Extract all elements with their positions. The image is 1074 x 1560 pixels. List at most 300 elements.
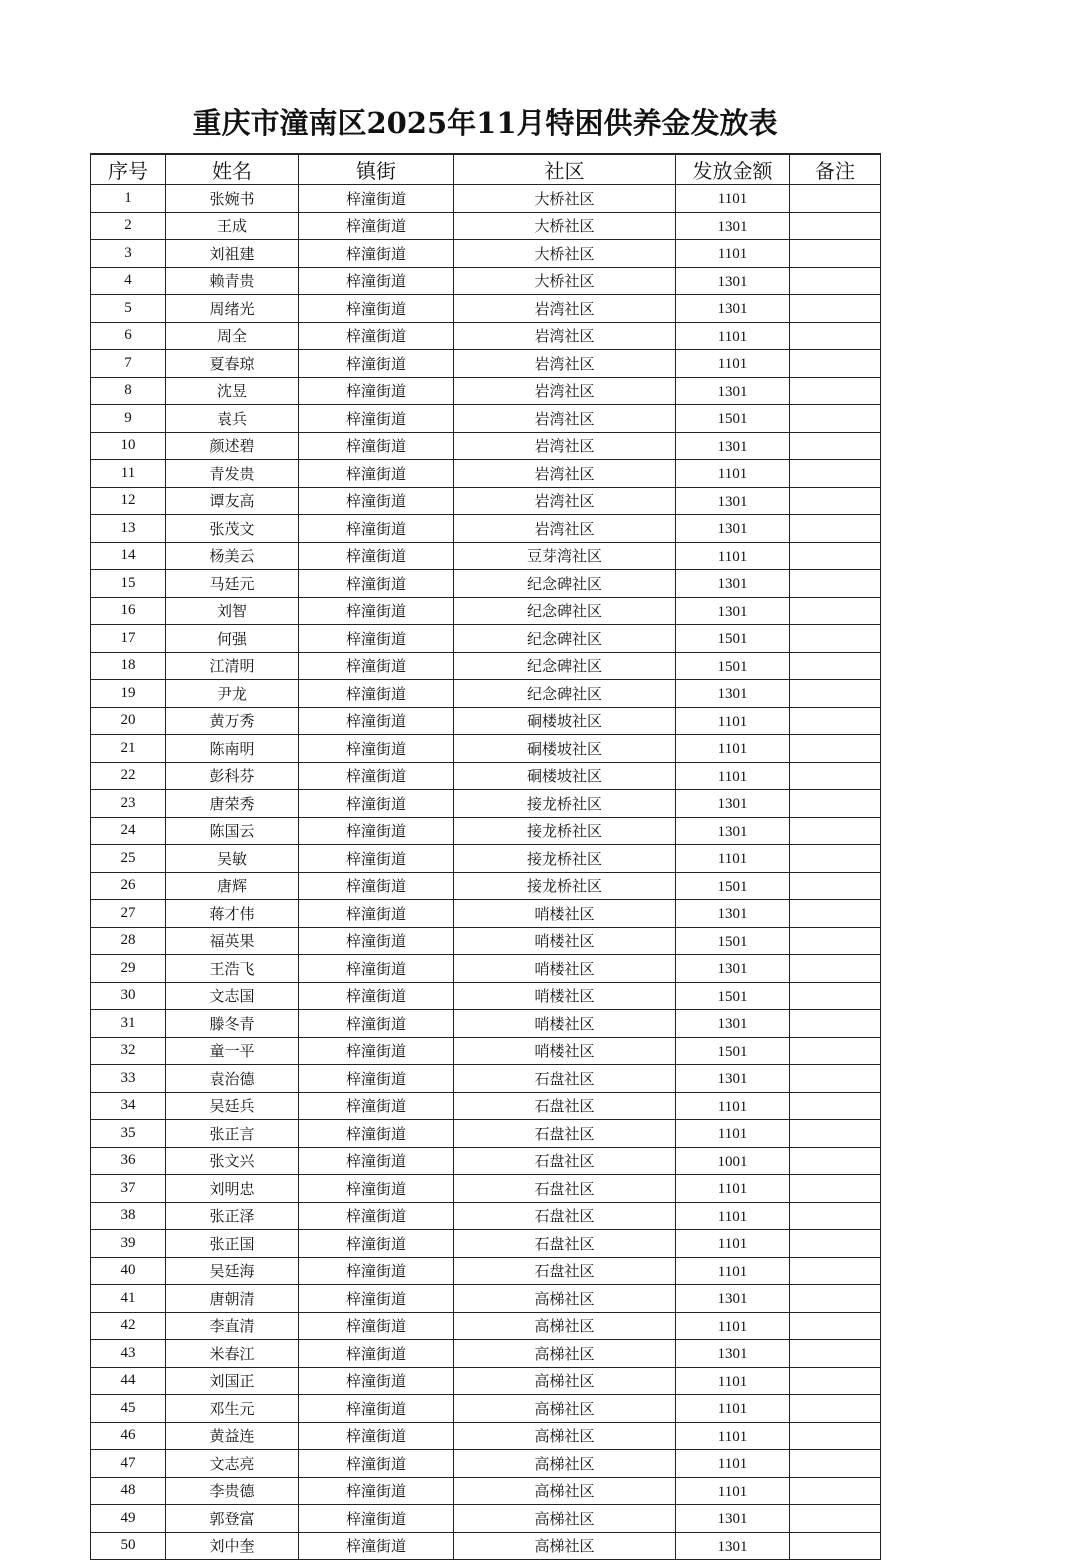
cell-remark — [790, 1505, 881, 1533]
cell-name: 江清明 — [166, 652, 299, 680]
cell-community: 高梯社区 — [454, 1450, 676, 1478]
table-row — [91, 1367, 881, 1395]
cell-index: 7 — [91, 350, 166, 378]
cell-street: 梓潼街道 — [299, 377, 454, 405]
cell-street: 梓潼街道 — [299, 432, 454, 460]
cell-name: 张茂文 — [166, 515, 299, 543]
cell-street: 梓潼街道 — [299, 1230, 454, 1258]
cell-remark — [790, 1147, 881, 1175]
cell-community: 岩湾社区 — [454, 295, 676, 323]
cell-name: 张正言 — [166, 1120, 299, 1148]
cell-amount: 1301 — [676, 377, 790, 405]
cell-street: 梓潼街道 — [299, 1312, 454, 1340]
cell-amount: 1101 — [676, 185, 790, 213]
table-row — [91, 597, 881, 625]
cell-remark — [790, 872, 881, 900]
cell-remark — [790, 1120, 881, 1148]
cell-amount: 1301 — [676, 597, 790, 625]
cell-community: 哨楼社区 — [454, 1010, 676, 1038]
cell-name: 吴廷海 — [166, 1257, 299, 1285]
cell-remark — [790, 377, 881, 405]
cell-community: 高梯社区 — [454, 1422, 676, 1450]
cell-street: 梓潼街道 — [299, 570, 454, 598]
cell-name: 刘中奎 — [166, 1532, 299, 1560]
cell-name: 刘智 — [166, 597, 299, 625]
cell-index: 4 — [91, 267, 166, 295]
cell-amount: 1101 — [676, 1450, 790, 1478]
cell-amount: 1101 — [676, 460, 790, 488]
cell-amount: 1101 — [676, 1395, 790, 1423]
cell-community: 纪念碑社区 — [454, 570, 676, 598]
cell-index: 18 — [91, 652, 166, 680]
header-name: 姓名 — [166, 154, 299, 185]
cell-street: 梓潼街道 — [299, 1340, 454, 1368]
cell-index: 1 — [91, 185, 166, 213]
cell-index: 12 — [91, 487, 166, 515]
cell-street: 梓潼街道 — [299, 1120, 454, 1148]
cell-remark — [790, 460, 881, 488]
cell-index: 5 — [91, 295, 166, 323]
cell-remark — [790, 900, 881, 928]
table-row — [91, 350, 881, 378]
cell-community: 大桥社区 — [454, 267, 676, 295]
cell-name: 王浩飞 — [166, 955, 299, 983]
cell-street: 梓潼街道 — [299, 1450, 454, 1478]
cell-name: 刘祖建 — [166, 240, 299, 268]
cell-street: 梓潼街道 — [299, 680, 454, 708]
cell-index: 30 — [91, 982, 166, 1010]
cell-street: 梓潼街道 — [299, 1532, 454, 1560]
cell-index: 43 — [91, 1340, 166, 1368]
cell-community: 接龙桥社区 — [454, 817, 676, 845]
cell-remark — [790, 1285, 881, 1313]
cell-index: 8 — [91, 377, 166, 405]
cell-street: 梓潼街道 — [299, 1065, 454, 1093]
cell-name: 陈国云 — [166, 817, 299, 845]
header-amount: 发放金额 — [676, 154, 790, 185]
cell-index: 36 — [91, 1147, 166, 1175]
cell-street: 梓潼街道 — [299, 597, 454, 625]
cell-community: 岩湾社区 — [454, 432, 676, 460]
header-street: 镇街 — [299, 154, 454, 185]
cell-index: 27 — [91, 900, 166, 928]
cell-remark — [790, 680, 881, 708]
table-row — [91, 1147, 881, 1175]
cell-name: 青发贵 — [166, 460, 299, 488]
cell-remark — [790, 652, 881, 680]
cell-index: 39 — [91, 1230, 166, 1258]
cell-community: 高梯社区 — [454, 1312, 676, 1340]
cell-remark — [790, 955, 881, 983]
cell-remark — [790, 735, 881, 763]
cell-community: 岩湾社区 — [454, 405, 676, 433]
table-row — [91, 267, 881, 295]
cell-street: 梓潼街道 — [299, 1147, 454, 1175]
cell-index: 3 — [91, 240, 166, 268]
cell-amount: 1101 — [676, 1422, 790, 1450]
cell-remark — [790, 1340, 881, 1368]
cell-amount: 1301 — [676, 1010, 790, 1038]
cell-amount: 1301 — [676, 570, 790, 598]
cell-street: 梓潼街道 — [299, 1395, 454, 1423]
cell-index: 42 — [91, 1312, 166, 1340]
cell-amount: 1101 — [676, 1230, 790, 1258]
cell-remark — [790, 432, 881, 460]
cell-street: 梓潼街道 — [299, 1477, 454, 1505]
cell-community: 岩湾社区 — [454, 515, 676, 543]
cell-remark — [790, 350, 881, 378]
cell-amount: 1301 — [676, 515, 790, 543]
cell-street: 梓潼街道 — [299, 1092, 454, 1120]
cell-amount: 1101 — [676, 322, 790, 350]
cell-amount: 1501 — [676, 982, 790, 1010]
cell-community: 接龙桥社区 — [454, 872, 676, 900]
cell-street: 梓潼街道 — [299, 1202, 454, 1230]
table-row — [91, 377, 881, 405]
table-row — [91, 460, 881, 488]
cell-index: 48 — [91, 1477, 166, 1505]
cell-remark — [790, 322, 881, 350]
cell-remark — [790, 487, 881, 515]
cell-community: 哨楼社区 — [454, 982, 676, 1010]
cell-remark — [790, 1312, 881, 1340]
cell-index: 47 — [91, 1450, 166, 1478]
cell-amount: 1301 — [676, 295, 790, 323]
table-row — [91, 240, 881, 268]
cell-street: 梓潼街道 — [299, 1367, 454, 1395]
cell-name: 马廷元 — [166, 570, 299, 598]
cell-remark — [790, 240, 881, 268]
cell-name: 米春江 — [166, 1340, 299, 1368]
cell-name: 杨美云 — [166, 542, 299, 570]
cell-name: 黄益连 — [166, 1422, 299, 1450]
cell-name: 王成 — [166, 212, 299, 240]
cell-community: 纪念碑社区 — [454, 680, 676, 708]
cell-amount: 1101 — [676, 707, 790, 735]
table-row — [91, 735, 881, 763]
cell-amount: 1301 — [676, 680, 790, 708]
cell-name: 唐辉 — [166, 872, 299, 900]
cell-name: 李直清 — [166, 1312, 299, 1340]
cell-amount: 1301 — [676, 1532, 790, 1560]
table-row — [91, 1450, 881, 1478]
cell-street: 梓潼街道 — [299, 212, 454, 240]
table-row — [91, 1422, 881, 1450]
cell-index: 16 — [91, 597, 166, 625]
cell-remark — [790, 1065, 881, 1093]
cell-name: 沈昱 — [166, 377, 299, 405]
cell-index: 41 — [91, 1285, 166, 1313]
cell-name: 文志亮 — [166, 1450, 299, 1478]
cell-remark — [790, 1395, 881, 1423]
cell-name: 袁治德 — [166, 1065, 299, 1093]
cell-index: 20 — [91, 707, 166, 735]
cell-amount: 1101 — [676, 1312, 790, 1340]
cell-community: 接龙桥社区 — [454, 845, 676, 873]
cell-name: 邓生元 — [166, 1395, 299, 1423]
cell-index: 25 — [91, 845, 166, 873]
cell-community: 高梯社区 — [454, 1532, 676, 1560]
cell-index: 46 — [91, 1422, 166, 1450]
cell-name: 刘国正 — [166, 1367, 299, 1395]
cell-community: 高梯社区 — [454, 1367, 676, 1395]
cell-remark — [790, 1477, 881, 1505]
cell-name: 尹龙 — [166, 680, 299, 708]
table-row — [91, 900, 881, 928]
table-header-row — [91, 154, 881, 185]
cell-community: 纪念碑社区 — [454, 652, 676, 680]
cell-street: 梓潼街道 — [299, 1010, 454, 1038]
table-row — [91, 487, 881, 515]
cell-remark — [790, 707, 881, 735]
cell-index: 28 — [91, 927, 166, 955]
table-row — [91, 405, 881, 433]
cell-index: 40 — [91, 1257, 166, 1285]
cell-amount: 1101 — [676, 1367, 790, 1395]
cell-community: 豆芽湾社区 — [454, 542, 676, 570]
cell-amount: 1301 — [676, 1285, 790, 1313]
cell-community: 纪念碑社区 — [454, 597, 676, 625]
cell-community: 岩湾社区 — [454, 487, 676, 515]
cell-amount: 1101 — [676, 1175, 790, 1203]
cell-community: 哨楼社区 — [454, 927, 676, 955]
cell-index: 49 — [91, 1505, 166, 1533]
table-row — [91, 790, 881, 818]
cell-street: 梓潼街道 — [299, 762, 454, 790]
header-community: 社区 — [454, 154, 676, 185]
cell-amount: 1501 — [676, 872, 790, 900]
cell-community: 石盘社区 — [454, 1257, 676, 1285]
cell-street: 梓潼街道 — [299, 1175, 454, 1203]
cell-community: 大桥社区 — [454, 212, 676, 240]
cell-name: 周绪光 — [166, 295, 299, 323]
cell-name: 蒋才伟 — [166, 900, 299, 928]
cell-remark — [790, 762, 881, 790]
header-remark: 备注 — [790, 154, 881, 185]
table-row — [91, 955, 881, 983]
cell-amount: 1301 — [676, 955, 790, 983]
cell-amount: 1101 — [676, 1092, 790, 1120]
cell-remark — [790, 1175, 881, 1203]
cell-remark — [790, 982, 881, 1010]
cell-amount: 1301 — [676, 267, 790, 295]
cell-community: 岩湾社区 — [454, 322, 676, 350]
table-row — [91, 1065, 881, 1093]
cell-community: 纪念碑社区 — [454, 625, 676, 653]
cell-index: 45 — [91, 1395, 166, 1423]
cell-street: 梓潼街道 — [299, 1037, 454, 1065]
cell-street: 梓潼街道 — [299, 652, 454, 680]
cell-street: 梓潼街道 — [299, 350, 454, 378]
cell-index: 13 — [91, 515, 166, 543]
cell-remark — [790, 817, 881, 845]
cell-street: 梓潼街道 — [299, 982, 454, 1010]
cell-name: 吴敏 — [166, 845, 299, 873]
cell-community: 石盘社区 — [454, 1120, 676, 1148]
cell-street: 梓潼街道 — [299, 845, 454, 873]
cell-index: 17 — [91, 625, 166, 653]
cell-community: 石盘社区 — [454, 1147, 676, 1175]
cell-index: 15 — [91, 570, 166, 598]
cell-street: 梓潼街道 — [299, 625, 454, 653]
cell-remark — [790, 790, 881, 818]
table-row — [91, 1477, 881, 1505]
cell-name: 夏春琼 — [166, 350, 299, 378]
cell-name: 张文兴 — [166, 1147, 299, 1175]
header-index: 序号 — [91, 154, 166, 185]
cell-amount: 1301 — [676, 817, 790, 845]
cell-remark — [790, 1230, 881, 1258]
cell-index: 31 — [91, 1010, 166, 1038]
table-row — [91, 1010, 881, 1038]
table-row — [91, 845, 881, 873]
cell-name: 唐荣秀 — [166, 790, 299, 818]
cell-street: 梓潼街道 — [299, 487, 454, 515]
cell-index: 37 — [91, 1175, 166, 1203]
payment-table — [90, 153, 881, 1560]
cell-remark — [790, 515, 881, 543]
cell-street: 梓潼街道 — [299, 515, 454, 543]
cell-amount: 1301 — [676, 212, 790, 240]
cell-name: 吴廷兵 — [166, 1092, 299, 1120]
cell-street: 梓潼街道 — [299, 872, 454, 900]
cell-index: 29 — [91, 955, 166, 983]
cell-index: 9 — [91, 405, 166, 433]
cell-name: 张正国 — [166, 1230, 299, 1258]
cell-community: 石盘社区 — [454, 1092, 676, 1120]
cell-amount: 1501 — [676, 927, 790, 955]
cell-amount: 1101 — [676, 542, 790, 570]
table-row — [91, 1395, 881, 1423]
cell-remark — [790, 405, 881, 433]
cell-index: 32 — [91, 1037, 166, 1065]
table-row — [91, 982, 881, 1010]
cell-amount: 1501 — [676, 625, 790, 653]
cell-name: 张婉书 — [166, 185, 299, 213]
cell-name: 郭登富 — [166, 1505, 299, 1533]
cell-remark — [790, 267, 881, 295]
table-row — [91, 1532, 881, 1560]
table-row — [91, 707, 881, 735]
cell-remark — [790, 1037, 881, 1065]
cell-remark — [790, 185, 881, 213]
cell-index: 26 — [91, 872, 166, 900]
table-row — [91, 1257, 881, 1285]
cell-amount: 1101 — [676, 240, 790, 268]
cell-community: 高梯社区 — [454, 1395, 676, 1423]
cell-name: 黄万秀 — [166, 707, 299, 735]
cell-index: 21 — [91, 735, 166, 763]
cell-street: 梓潼街道 — [299, 405, 454, 433]
cell-index: 14 — [91, 542, 166, 570]
cell-street: 梓潼街道 — [299, 1257, 454, 1285]
cell-index: 19 — [91, 680, 166, 708]
cell-index: 11 — [91, 460, 166, 488]
cell-name: 张正泽 — [166, 1202, 299, 1230]
cell-remark — [790, 570, 881, 598]
cell-street: 梓潼街道 — [299, 460, 454, 488]
cell-amount: 1101 — [676, 1120, 790, 1148]
table-row — [91, 1340, 881, 1368]
cell-name: 文志国 — [166, 982, 299, 1010]
table-row — [91, 295, 881, 323]
cell-community: 高梯社区 — [454, 1285, 676, 1313]
cell-index: 35 — [91, 1120, 166, 1148]
cell-index: 33 — [91, 1065, 166, 1093]
cell-community: 高梯社区 — [454, 1477, 676, 1505]
cell-remark — [790, 1202, 881, 1230]
cell-community: 高梯社区 — [454, 1340, 676, 1368]
cell-amount: 1301 — [676, 1505, 790, 1533]
cell-index: 34 — [91, 1092, 166, 1120]
cell-index: 2 — [91, 212, 166, 240]
cell-index: 22 — [91, 762, 166, 790]
cell-street: 梓潼街道 — [299, 927, 454, 955]
cell-index: 44 — [91, 1367, 166, 1395]
table-row — [91, 1285, 881, 1313]
cell-amount: 1501 — [676, 405, 790, 433]
table-row — [91, 1092, 881, 1120]
cell-community: 硐楼坡社区 — [454, 735, 676, 763]
cell-street: 梓潼街道 — [299, 1285, 454, 1313]
cell-street: 梓潼街道 — [299, 735, 454, 763]
cell-name: 何强 — [166, 625, 299, 653]
cell-community: 哨楼社区 — [454, 955, 676, 983]
table-row — [91, 872, 881, 900]
table-row — [91, 762, 881, 790]
cell-community: 石盘社区 — [454, 1230, 676, 1258]
cell-community: 岩湾社区 — [454, 377, 676, 405]
page-title: 重庆市潼南区2025年11月特困供养金发放表 — [192, 106, 778, 140]
table-row — [91, 1175, 881, 1203]
cell-amount: 1301 — [676, 900, 790, 928]
cell-amount: 1101 — [676, 735, 790, 763]
cell-name: 周全 — [166, 322, 299, 350]
cell-community: 大桥社区 — [454, 240, 676, 268]
table-row — [91, 1202, 881, 1230]
cell-community: 大桥社区 — [454, 185, 676, 213]
table-row — [91, 1505, 881, 1533]
table-row — [91, 515, 881, 543]
cell-remark — [790, 625, 881, 653]
cell-name: 福英果 — [166, 927, 299, 955]
cell-remark — [790, 1532, 881, 1560]
table-row — [91, 625, 881, 653]
table-row — [91, 185, 881, 213]
cell-remark — [790, 1422, 881, 1450]
cell-street: 梓潼街道 — [299, 1505, 454, 1533]
table-row — [91, 680, 881, 708]
table-row — [91, 432, 881, 460]
cell-amount: 1001 — [676, 1147, 790, 1175]
cell-street: 梓潼街道 — [299, 185, 454, 213]
cell-amount: 1101 — [676, 845, 790, 873]
cell-street: 梓潼街道 — [299, 295, 454, 323]
table-row — [91, 1120, 881, 1148]
cell-community: 哨楼社区 — [454, 900, 676, 928]
cell-remark — [790, 845, 881, 873]
table-row — [91, 652, 881, 680]
cell-remark — [790, 927, 881, 955]
table-row — [91, 542, 881, 570]
cell-street: 梓潼街道 — [299, 322, 454, 350]
cell-community: 岩湾社区 — [454, 350, 676, 378]
cell-community: 石盘社区 — [454, 1202, 676, 1230]
cell-remark — [790, 542, 881, 570]
cell-remark — [790, 1450, 881, 1478]
cell-amount: 1101 — [676, 1257, 790, 1285]
cell-community: 硐楼坡社区 — [454, 707, 676, 735]
